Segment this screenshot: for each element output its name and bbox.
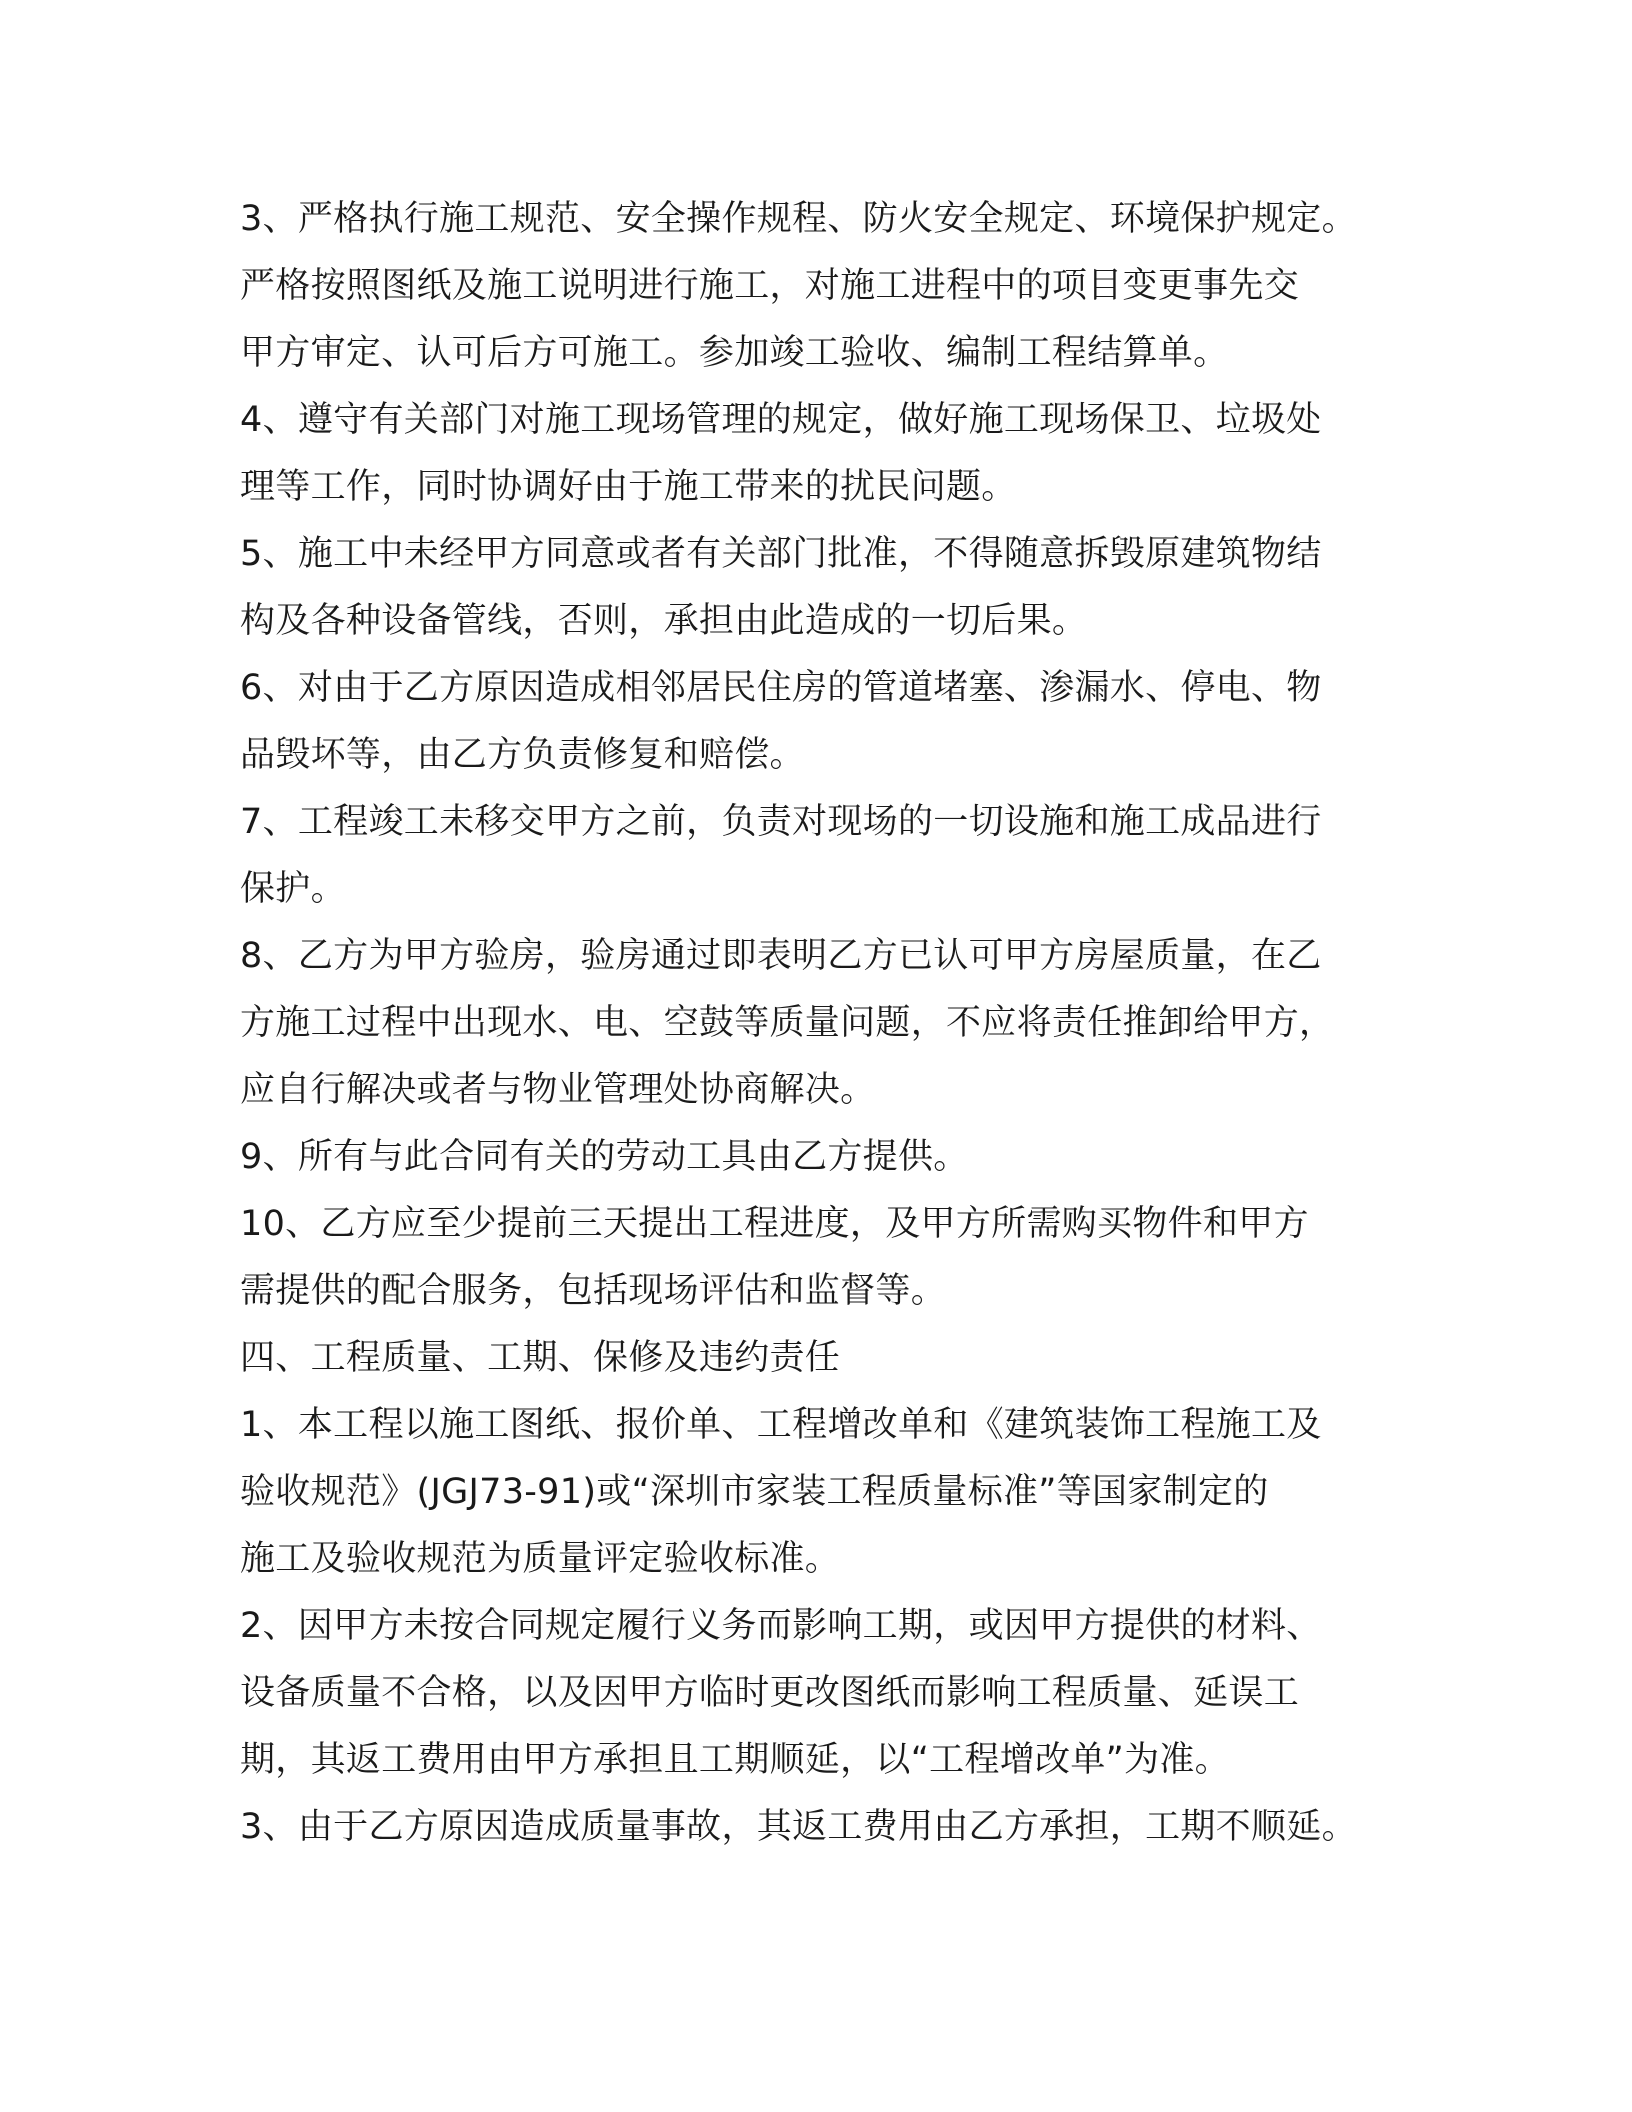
text-line: 5、施工中未经甲方同意或者有关部门批准，不得随意拆毁原建筑物结 [240,534,1322,574]
contract-clauses [240,186,1410,1861]
text-line: 验收规范》(JGJ73-91)或“深圳市家装工程质量标准”等国家制定的 [240,1472,1269,1512]
text-line: 3、由于乙方原因造成质量事故，其返工费用由乙方承担，工期不顺延。 [240,1807,1357,1847]
text-line: 施工及验收规范为质量评定验收标准。 [240,1539,841,1579]
text-line: 期，其返工费用由甲方承担且工期顺延，以“工程增改单”为准。 [240,1740,1230,1780]
text-line: 2、因甲方未按合同规定履行义务而影响工期，或因甲方提供的材料、 [240,1606,1322,1646]
text-line: 理等工作，同时协调好由于施工带来的扰民问题。 [240,467,1017,507]
text-line: 8、乙方为甲方验房，验房通过即表明乙方已认可甲方房屋质量，在乙 [240,936,1322,976]
text-line: 需提供的配合服务，包括现场评估和监督等。 [240,1271,947,1311]
text-line: 3、严格执行施工规范、安全操作规程、防火安全规定、环境保护规定。 [240,199,1357,239]
text-line: 方施工过程中出现水、电、空鼓等质量问题，不应将责任推卸给甲方， [240,1003,1335,1043]
text-line: 构及各种设备管线，否则，承担由此造成的一切后果。 [240,601,1088,641]
text-line: 7、工程竣工未移交甲方之前，负责对现场的一切设施和施工成品进行 [240,802,1322,842]
text-line: 4、遵守有关部门对施工现场管理的规定，做好施工现场保卫、垃圾处 [240,400,1322,440]
text-line: 10、乙方应至少提前三天提出工程进度，及甲方所需购买物件和甲方 [240,1204,1309,1244]
text-line: 应自行解决或者与物业管理处协商解决。 [240,1070,876,1110]
text-line: 品毁坏等，由乙方负责修复和赔偿。 [240,735,805,775]
section-heading: 四、工程质量、工期、保修及违约责任 [240,1338,841,1378]
text-line: 6、对由于乙方原因造成相邻居民住房的管道堵塞、渗漏水、停电、物 [240,668,1322,708]
text-line: 设备质量不合格，以及因甲方临时更改图纸而影响工程质量、延误工 [240,1673,1300,1713]
text-line: 9、所有与此合同有关的劳动工具由乙方提供。 [240,1137,969,1177]
text-line: 1、本工程以施工图纸、报价单、工程增改单和《建筑装饰工程施工及 [240,1405,1322,1445]
text-line: 甲方审定、认可后方可施工。参加竣工验收、编制工程结算单。 [240,333,1229,373]
text-line: 保护。 [240,869,346,909]
text-line: 严格按照图纸及施工说明进行施工，对施工进程中的项目变更事先交 [240,266,1300,306]
